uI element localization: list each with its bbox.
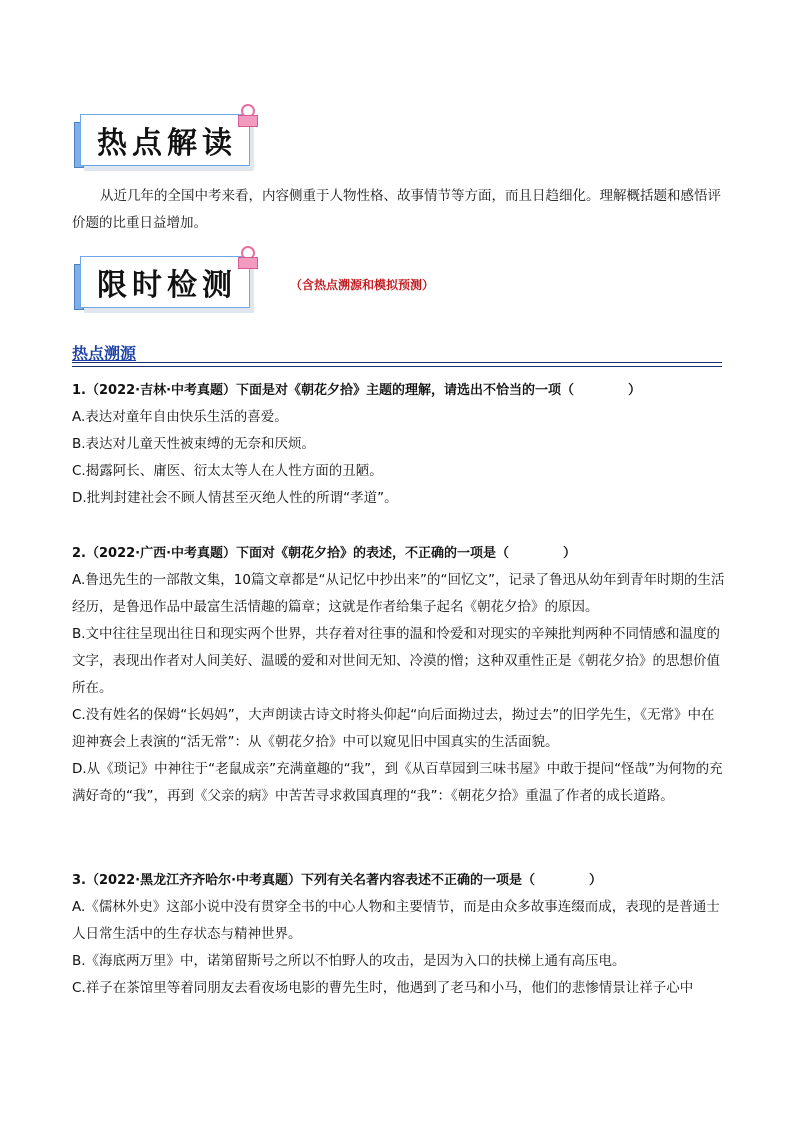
option-a: A.鲁迅先生的一部散文集，10篇文章都是“从记忆中抄出来”的“回忆文”，记录了鲁迅从幼年到青年时期的生活经历，是鲁迅作品中最富生活情趣的篇章；这就是作者给集子起名《朝花夕拾》的原因。: [72, 572, 725, 615]
option-b: B.文中往往呈现出往日和现实两个世界，共存着对往事的温和怜爱和对现实的辛辣批判两种不同情感和温度的文字，表现出作者对人间美好、温暖的爱和对世间无知、冷漠的憎；这种双重性正是《朝花夕拾》的思想价值所在。: [72, 626, 721, 696]
question-stem: 3.（2022·黑龙江齐齐哈尔·中考真题）下列有关名著内容表述不正确的一项是（ ）: [72, 873, 603, 888]
option-c: C.揭露阿长、庸医、衍太太等人在人性方面的丑陋。: [72, 463, 383, 479]
option-c: C.祥子在茶馆里等着同朋友去看夜场电影的曹先生时，他遇到了老马和小马，他们的悲惨情景让祥子心中: [72, 980, 694, 996]
hot-topic-banner: [74, 110, 254, 172]
divider-line: [72, 366, 722, 367]
paperclip-icon: [238, 246, 256, 270]
intro-paragraph: 从近几年的全国中考来看，内容侧重于人物性格、故事情节等方面，而且日趋细化。理解概括题和感悟评价题的比重日益增加。: [72, 188, 721, 231]
option-d: D.从《琐记》中神往于“老鼠成亲”充满童趣的“我”，到《从百草园到三味书屋》中敢于提问“怪哉”为何物的充满好奇的“我”，再到《父亲的病》中苦苦寻求救国真理的“我”：《朝花夕拾》重温了作者的成长道路。: [72, 761, 723, 804]
paperclip-icon: [238, 104, 256, 128]
option-b: B.《海底两万里》中，诺第留斯号之所以不怕野人的攻击，是因为入口的扶梯上通有高压电。: [72, 953, 626, 969]
banner-subnote: （含热点溯源和模拟预测）: [290, 278, 435, 292]
question-stem: 1.（2022·吉林·中考真题）下面是对《朝花夕拾》主题的理解，请选出不恰当的一项（ ）: [72, 383, 642, 398]
timed-test-banner: [74, 252, 254, 314]
section-heading: 热点溯源: [72, 344, 137, 363]
question-3: [72, 867, 726, 1002]
option-d: D.批判封建社会不顾人情甚至灭绝人性的所谓“孝道”。: [72, 490, 398, 506]
banner-title: 限时检测: [97, 268, 237, 303]
question-stem: 2.（2022·广西·中考真题）下面对《朝花夕拾》的表述，不正确的一项是（ ）: [72, 546, 577, 561]
option-a: A.表达对童年自由快乐生活的喜爱。: [72, 409, 288, 425]
option-a: A.《儒林外史》这部小说中没有贯穿全书的中心人物和主要情节，而是由众多故事连缀而成，表现的是普通士人日常生活中的生存状态与精神世界。: [72, 899, 720, 942]
question-2: [72, 540, 726, 810]
banner-card: [80, 114, 250, 166]
divider-line: [72, 362, 722, 363]
option-b: B.表达对儿童天性被束缚的无奈和厌烦。: [72, 436, 316, 452]
question-1: [72, 377, 726, 512]
banner-card: [80, 256, 250, 308]
banner-title: 热点解读: [97, 126, 237, 161]
option-c: C.没有姓名的保姆“长妈妈”，大声朗读古诗文时将头仰起“向后面拗过去，拗过去”的旧学先生，《无常》中在迎神赛会上表演的“活无常”：从《朝花夕拾》中可以窥见旧中国真实的生活面貌。: [72, 707, 715, 750]
